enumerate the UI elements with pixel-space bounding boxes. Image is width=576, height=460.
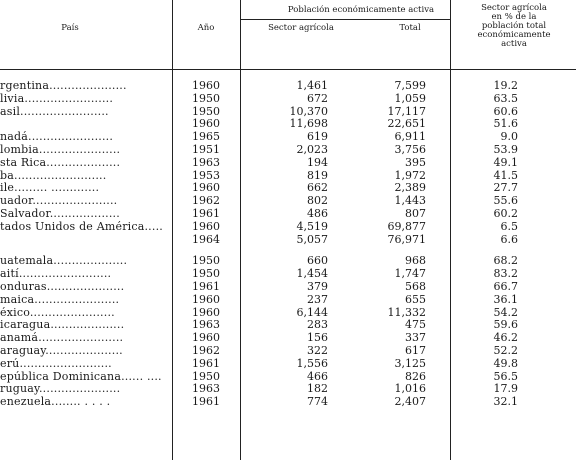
total-cell: 76,971 (387, 232, 426, 246)
year-cell: 1960 (192, 292, 220, 306)
agricultural-cell: 819 (307, 168, 328, 182)
year-cell: 1964 (192, 232, 220, 246)
percentage-cell: 6.5 (500, 219, 518, 233)
year-cell: 1962 (192, 343, 220, 357)
year-cell: 1960 (192, 305, 220, 319)
agricultural-cell: 660 (307, 254, 328, 268)
table-row (0, 208, 576, 221)
country-cell: epública Dominicana...... .... (0, 370, 162, 383)
total-cell: 807 (405, 206, 426, 220)
agricultural-cell: 1,556 (296, 356, 328, 370)
year-cell: 1961 (192, 356, 220, 370)
percentage-cell: 66.7 (493, 279, 518, 293)
header-group: Población económicamente activa (287, 5, 435, 15)
year-cell: 1963 (192, 155, 220, 169)
country-cell: maica....................... (0, 293, 120, 306)
year-cell: 1960 (192, 219, 220, 233)
total-cell: 568 (405, 279, 426, 293)
total-cell: 337 (405, 331, 426, 345)
year-cell: 1961 (192, 395, 220, 409)
percentage-cell: 83.2 (493, 267, 518, 281)
agricultural-cell: 11,698 (289, 117, 328, 131)
table-row (0, 319, 576, 332)
total-cell: 3,756 (394, 142, 426, 156)
percentage-cell: 49.8 (493, 356, 518, 370)
table-row (0, 332, 576, 345)
year-cell: 1962 (192, 194, 220, 208)
total-cell: 1,747 (394, 267, 426, 281)
table-row (0, 170, 576, 183)
percentage-cell: 68.2 (493, 254, 518, 268)
country-cell: rgentina..................... (0, 80, 127, 92)
header-year: Año (197, 23, 215, 33)
percentage-cell: 19.2 (493, 79, 518, 92)
total-cell: 968 (405, 254, 426, 268)
year-cell: 1951 (192, 142, 220, 156)
header-percentage-line: activa (501, 39, 527, 49)
total-cell: 1,443 (394, 194, 426, 208)
agricultural-cell: 1,461 (296, 79, 328, 92)
percentage-cell: 60.6 (493, 104, 518, 118)
year-cell: 1961 (192, 279, 220, 293)
year-cell: 1961 (192, 206, 220, 220)
total-cell: 2,407 (394, 395, 426, 409)
year-cell: 1950 (192, 91, 220, 105)
table-row (0, 281, 576, 294)
agricultural-cell: 619 (307, 130, 328, 144)
percentage-cell: 56.5 (493, 369, 518, 383)
header-divider (240, 19, 450, 20)
country-cell: éxico....................... (0, 306, 115, 319)
table-row (0, 93, 576, 106)
percentage-cell: 52.2 (493, 343, 518, 357)
agricultural-cell: 662 (307, 181, 328, 195)
agricultural-cell: 283 (307, 318, 328, 332)
percentage-cell: 55.6 (493, 194, 518, 208)
country-cell: uatemala.................... (0, 255, 128, 268)
table-row (0, 221, 576, 234)
table-row (0, 371, 576, 384)
table-row (0, 182, 576, 195)
agricultural-cell: 182 (307, 382, 328, 396)
agricultural-cell: 10,370 (289, 104, 328, 118)
percentage-cell: 36.1 (493, 292, 518, 306)
header-percentage (466, 4, 562, 49)
percentage-cell: 6.6 (500, 232, 518, 246)
total-cell: 3,125 (394, 356, 426, 370)
total-cell: 475 (405, 318, 426, 332)
country-cell: onduras..................... (0, 280, 125, 293)
percentage-cell: 60.2 (493, 206, 518, 220)
table-row (0, 195, 576, 208)
agricultural-cell: 486 (307, 206, 328, 220)
table-row (0, 157, 576, 170)
agricultural-cell: 774 (307, 395, 328, 409)
header-percentage-line: población total (481, 21, 547, 31)
agricultural-cell: 466 (307, 369, 328, 383)
table-row (0, 358, 576, 371)
header-percentage-line: Sector agrícola (481, 3, 547, 13)
percentage-cell: 32.1 (493, 395, 518, 409)
table-body (0, 80, 576, 409)
header-percentage-line: en % de la (491, 12, 537, 22)
table-row (0, 307, 576, 320)
header-total: Total (399, 23, 421, 33)
percentage-cell: 51.6 (493, 117, 518, 131)
year-cell: 1960 (192, 181, 220, 195)
total-cell: 6,911 (394, 130, 426, 144)
year-cell: 1950 (192, 267, 220, 281)
year-cell: 1950 (192, 104, 220, 118)
percentage-cell: 49.1 (493, 155, 518, 169)
year-cell: 1963 (192, 318, 220, 332)
total-cell: 17,117 (387, 104, 426, 118)
country-cell: Salvador................... (0, 207, 120, 220)
table-row (0, 118, 576, 131)
total-cell: 69,877 (387, 219, 426, 233)
total-cell: 22,651 (387, 117, 426, 131)
agricultural-cell: 1,454 (296, 267, 328, 281)
table-row (0, 234, 576, 247)
year-cell: 1950 (192, 254, 220, 268)
table-row (0, 396, 576, 409)
percentage-cell: 41.5 (493, 168, 518, 182)
table-row (0, 106, 576, 119)
agricultural-cell: 194 (307, 155, 328, 169)
header-bottom-rule (0, 69, 576, 70)
table-row (0, 383, 576, 396)
agricultural-cell: 6,144 (296, 305, 328, 319)
total-cell: 826 (405, 369, 426, 383)
country-cell: anamá....................... (0, 332, 124, 345)
agricultural-cell: 322 (307, 343, 328, 357)
table-row (0, 80, 576, 93)
country-cell: ba......................... (0, 169, 107, 182)
agricultural-cell: 672 (307, 91, 328, 105)
total-cell: 2,389 (394, 181, 426, 195)
country-cell: tados Unidos de América..... (0, 220, 163, 233)
table-row (0, 268, 576, 281)
country-cell: sta Rica.................... (0, 156, 121, 169)
header-country: País (61, 23, 79, 33)
country-cell: ile......... ............. (0, 182, 100, 195)
table-row (0, 255, 576, 268)
year-cell: 1963 (192, 382, 220, 396)
country-cell: araguay..................... (0, 344, 123, 357)
country-cell: nadá....................... (0, 131, 114, 144)
country-cell: aití......................... (0, 268, 112, 281)
country-cell: enezuela........ . . . . (0, 396, 111, 409)
country-cell: erú......................... (0, 357, 112, 370)
country-cell: uador....................... (0, 195, 118, 208)
table-row (0, 131, 576, 144)
total-cell: 7,599 (394, 79, 426, 92)
total-cell: 655 (405, 292, 426, 306)
agricultural-cell: 237 (307, 292, 328, 306)
percentage-cell: 59.6 (493, 318, 518, 332)
percentage-cell: 27.7 (493, 181, 518, 195)
percentage-cell: 17.9 (493, 382, 518, 396)
total-cell: 617 (405, 343, 426, 357)
year-cell: 1953 (192, 168, 220, 182)
percentage-cell: 63.5 (493, 91, 518, 105)
percentage-cell: 54.2 (493, 305, 518, 319)
year-cell: 1965 (192, 130, 220, 144)
table-row (0, 345, 576, 358)
country-cell: asil........................ (0, 105, 109, 118)
agricultural-cell: 2,023 (296, 142, 328, 156)
total-cell: 1,016 (394, 382, 426, 396)
year-cell: 1950 (192, 369, 220, 383)
year-cell: 1960 (192, 331, 220, 345)
table-row (0, 294, 576, 307)
country-cell: ruguay...................... (0, 383, 121, 396)
header-percentage-line: económicamente (477, 30, 551, 40)
total-cell: 395 (405, 155, 426, 169)
total-cell: 1,059 (394, 91, 426, 105)
country-cell: icaragua.................... (0, 319, 125, 332)
agricultural-cell: 802 (307, 194, 328, 208)
total-cell: 1,972 (394, 168, 426, 182)
percentage-cell: 9.0 (500, 130, 518, 144)
year-cell: 1960 (192, 79, 220, 92)
agricultural-cell: 379 (307, 279, 328, 293)
country-cell: livia........................ (0, 92, 114, 105)
country-cell: lombia...................... (0, 143, 121, 156)
table-row (0, 144, 576, 157)
year-cell: 1960 (192, 117, 220, 131)
agricultural-cell: 4,519 (296, 219, 328, 233)
header-agricultural: Sector agrícola (268, 23, 334, 33)
percentage-cell: 46.2 (493, 331, 518, 345)
agricultural-cell: 156 (307, 331, 328, 345)
percentage-cell: 53.9 (493, 142, 518, 156)
total-cell: 11,332 (387, 305, 426, 319)
agricultural-cell: 5,057 (296, 232, 328, 246)
